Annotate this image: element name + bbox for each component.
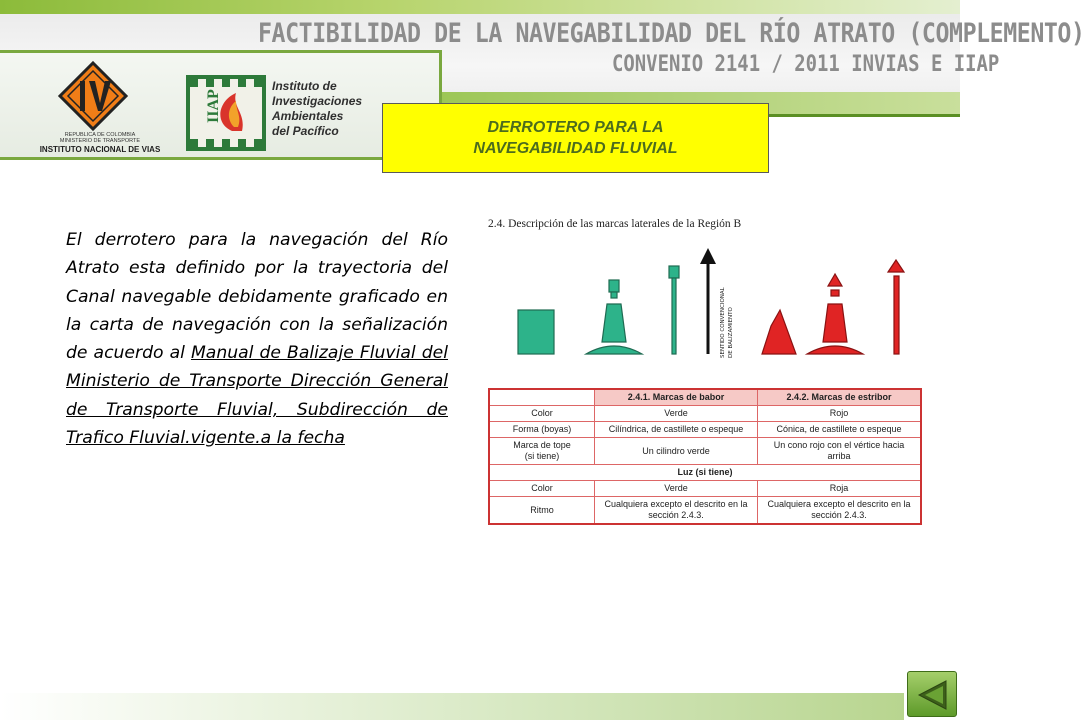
table-row: Forma (boyas) Cilíndrica, de castillete o espeque Cónica, de castillete o espeque <box>489 422 921 438</box>
header-top-stripe <box>0 0 960 14</box>
section-title-line2: NAVEGABILIDAD FLUVIAL <box>473 140 678 157</box>
invias-country: REPUBLICA DE COLOMBIA MINISTERIO DE TRANSPORTE <box>59 132 141 144</box>
invias-name: INSTITUTO NACIONAL DE VIAS <box>39 145 161 154</box>
previous-slide-button[interactable] <box>907 671 957 717</box>
direction-arrow-icon <box>700 248 734 358</box>
arrow-label-2: DE BALIZAMIENTO <box>728 307 734 358</box>
footer-band <box>0 693 904 720</box>
page-title: FACTIBILIDAD DE LA NAVEGABILIDAD DEL RÍO ATRATO (COMPLEMENTO) <box>258 18 1085 49</box>
iiap-name: Instituto de Investigaciones Ambientales del Pacífico <box>272 79 363 138</box>
iiap-logo-icon <box>184 73 268 153</box>
back-triangle-icon <box>916 679 950 711</box>
figure-title: 2.4. Descripción de las marcas laterales de la Región B <box>488 218 742 230</box>
table-row: Marca de tope (si tiene) Un cilindro verde Un cono rojo con el vértice hacia arriba <box>489 438 921 465</box>
table-row: Color Verde Roja <box>489 481 921 497</box>
lateral-marks-illustration <box>486 242 926 382</box>
section-title-line1: DERROTERO PARA LA <box>487 119 664 136</box>
red-spar-icon <box>888 260 904 354</box>
red-cone-buoy-icon <box>762 310 796 354</box>
section-title-box <box>382 103 769 173</box>
svg-text:IIAP: IIAP <box>205 89 222 123</box>
green-pillar-buoy-icon <box>586 280 642 354</box>
lateral-marks-figure <box>486 214 926 524</box>
table-header-row <box>489 389 921 406</box>
body-text-plain: El derrotero para la navegación del Río Atrato esta definido por la trayectoria del Canal navegable debidamente graficado en la carta de navegación con la señalización de acuerdo al <box>66 230 448 364</box>
logo-panel <box>0 50 442 160</box>
page-subtitle: CONVENIO 2141 / 2011 INVIAS E IIAP <box>612 52 1000 77</box>
invias-logo-icon <box>58 61 128 131</box>
table-row: Ritmo Cualquiera excepto el descrito en la sección 2.4.3. Cualquiera excepto el descrito en la sección 2.4.3. <box>489 497 921 525</box>
table-row: Color Verde Rojo <box>489 406 921 422</box>
manual-reference-link[interactable]: Manual de Balizaje Fluvial del Ministerio de Transporte Dirección General de Transporte Fluvial, Subdirección de Trafico Fluvial.vigente.a la fecha <box>66 343 449 449</box>
lateral-marks-table <box>488 388 922 525</box>
column-header-estribor: 2.4.2. Marcas de estribor <box>758 389 922 406</box>
arrow-label-1: SENTIDO CONVENCIONAL <box>720 287 726 358</box>
green-can-buoy-icon <box>518 310 554 354</box>
table-section-row: Luz (si tiene) <box>489 465 921 481</box>
green-spar-icon <box>669 266 679 354</box>
red-pillar-buoy-icon <box>807 274 863 354</box>
body-paragraph <box>66 226 448 452</box>
column-header-babor: 2.4.1. Marcas de babor <box>595 389 758 406</box>
